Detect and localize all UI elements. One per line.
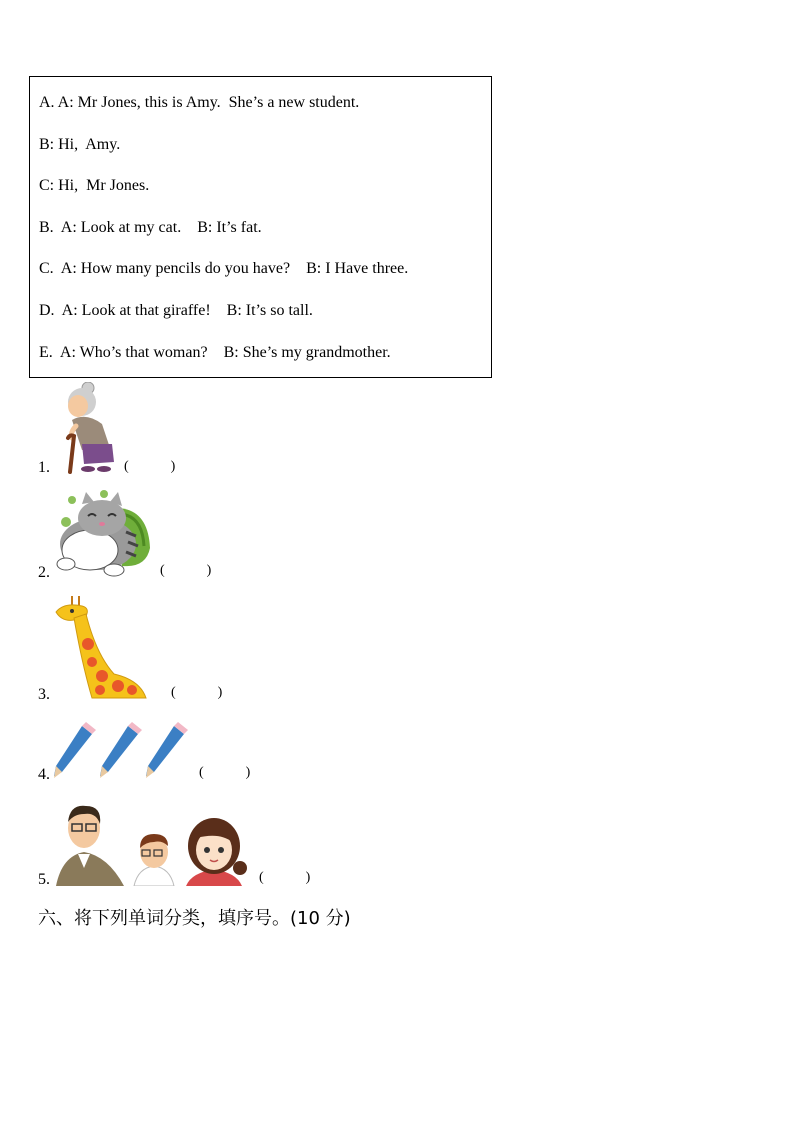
section-six-title: 六、将下列单词分类，填序号。(10 分) bbox=[38, 908, 351, 929]
option-a-reply-b: B: Hi, Amy. bbox=[39, 136, 121, 153]
item-2-number: 2. bbox=[38, 564, 50, 581]
dialogue-options-box bbox=[29, 76, 492, 378]
item-4-answer-blank[interactable]: ( ) bbox=[199, 765, 251, 780]
item-5-answer-blank[interactable]: ( ) bbox=[259, 870, 311, 885]
grandmother-picture bbox=[52, 382, 118, 474]
item-3-answer-blank[interactable]: ( ) bbox=[171, 685, 223, 700]
option-a-line: A. A: Mr Jones, this is Amy. She’s a new student. bbox=[39, 94, 360, 111]
pencil-icon bbox=[54, 722, 96, 778]
giraffe-picture bbox=[52, 594, 150, 700]
option-b-line: B. A: Look at my cat. B: It’s fat. bbox=[39, 219, 262, 236]
option-a-reply-c: C: Hi, Mr Jones. bbox=[39, 177, 150, 194]
item-4-number: 4. bbox=[38, 766, 50, 783]
option-c-line: C. A: How many pencils do you have? B: I Have three. bbox=[39, 260, 409, 277]
option-e-line: E. A: Who’s that woman? B: She’s my grandmother. bbox=[39, 344, 391, 361]
item-5-number: 5. bbox=[38, 871, 50, 888]
three-pencils-picture bbox=[52, 720, 192, 782]
item-1-answer-blank[interactable]: ( ) bbox=[124, 459, 176, 474]
option-d-line: D. A: Look at that giraffe! B: It’s so tall. bbox=[39, 302, 313, 319]
pencil-icon bbox=[100, 722, 142, 778]
teacher-boy-girl-picture bbox=[52, 802, 250, 886]
item-3-number: 3. bbox=[38, 686, 50, 703]
pencil-icon bbox=[146, 722, 188, 778]
item-1-number: 1. bbox=[38, 459, 50, 476]
fat-cat-picture bbox=[52, 488, 152, 578]
item-2-answer-blank[interactable]: ( ) bbox=[160, 563, 212, 578]
